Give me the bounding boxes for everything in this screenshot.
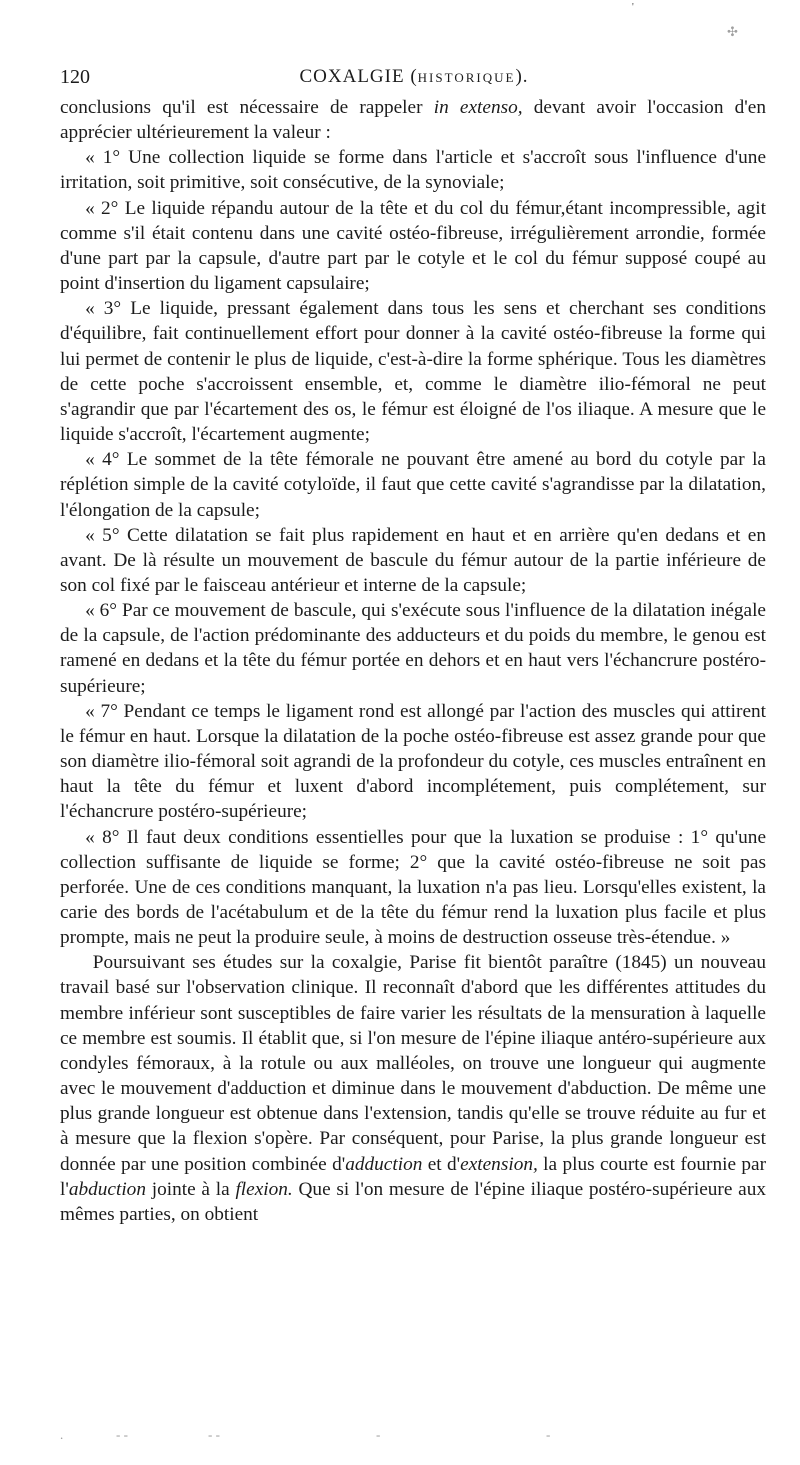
paragraph-point-3: « 3° Le liquide, pressant également dans tous les sens et cherchant ses conditions d'équilibre, fait continuellement effort pour donner à la cavité ostéo-fibreuse la forme qui lui permet de contenir le plus de liquide, c'est-à-dire la forme sphérique. Tous les diamètres de cette poche s'accroissent ensemble, et, comme le diamètre ilio-fémoral ne peut s'agrandir que par l'écartement des os, le fémur est éloigné de l'os iliaque. A mesure que le liquide s'accroît, l'écartement augmente; [60, 298, 766, 446]
page-number: 120 [60, 66, 90, 88]
print-speck: ' [632, 2, 634, 13]
italic-term-adduction: adduction [345, 1153, 423, 1175]
italic-term-extension: extension, [460, 1153, 538, 1175]
paragraph-point-7: « 7° Pendant ce temps le ligament rond est allongé par l'action des muscles qui attirent le fémur en haut. Lorsque la dilatation de la poche ostéo-fibreuse est assez grande pour que son diamètre ilio-fémoral soit agrandi de la profondeur du cotyle, ces muscles entraînent en haut la tête du fémur et luxent d'abord incomplétement, puis complétement, sur l'échancrure postéro-supérieure; [60, 700, 766, 823]
print-speck: - - [208, 1427, 220, 1442]
running-header [60, 62, 768, 92]
italic-phrase: in extenso, [433, 97, 523, 118]
italic-term-abduction: abduction [68, 1178, 146, 1200]
paragraph-point-6: « 6° Par ce mouvement de bascule, qui s'exécute sous l'influence de la dilatation inégale de la capsule, de l'action prédominante des adducteurs et du poids du membre, le genou est ramené en dedans et la tête du fémur portée en dehors et en haut vers l'échancrure postéro-supérieure; [60, 600, 766, 697]
paragraph-point-5: « 5° Cette dilatation se fait plus rapidement en haut et en arrière qu'en dedans et en avant. De là résulte un mouvement de bascule du fémur autour de la partie inférieure de son col fixé par le faisceau antérieur et interne de la capsule; [60, 524, 766, 596]
text-run: Poursuivant ses études sur la coxalgie, Parise fit bientôt paraître (1845) un nouveau travail basé sur l'observation clinique. Il reconnaît d'abord que les différentes attitudes du membre inférieur sont susceptibles de faire varier les résultats de la mensuration à laquelle ce membre est soumis. Il établit que, si l'on mesure de l'épine iliaque antéro-supérieure aux condyles fémoraux, à la rotule ou aux malléoles, on trouve une longueur qui augmente avec le mouvement d'adduction et diminue dans le mouvement d'abduction. De même une plus grande longueur est obtenue dans l'extension, tandis qu'elle se trouve réduite au fur et à mesure que la flexion s'opère. Par conséquent, pour Parise, la plus grande longueur est donnée par une position combinée d' [60, 952, 766, 1175]
italic-term-flexion: flexion. [235, 1178, 293, 1200]
text-run: Que si l'on mesure de l'épine iliaque postéro-supérieure aux mêmes parties, on obtient [60, 1178, 766, 1225]
running-title [60, 62, 768, 93]
print-speck: - [376, 1427, 381, 1442]
paragraph-parise [60, 950, 766, 1227]
paragraph-point-2: « 2° Le liquide répandu autour de la tête et du col du fémur,étant incompressible, agit comme s'il était contenu dans une cavité ostéo-fibreuse, irrégulièrement arrondie, formée d'une part par la capsule, d'autre part par le cotyle et le col du fémur supposé coupé au point d'insertion du ligament capsulaire; [60, 197, 766, 295]
text-run: devant avoir l'occasion d'en apprécier ultérieurement la valeur : [60, 97, 766, 144]
running-title-section: HISTORIQUE [417, 70, 516, 85]
corner-ornament-mark: ✣ [727, 24, 738, 39]
running-title-main: COXALGIE ( [299, 66, 418, 87]
paragraph-point-4: « 4° Le sommet de la tête fémorale ne pouvant être amené au bord du cotyle par la réplétion simple de la cavité cotyloïde, il faut que cette cavité s'agrandisse par la dilatation, l'élongation de la capsule; [60, 449, 766, 521]
body-text [60, 95, 766, 1227]
text-run: la plus courte est fournie par l' [60, 1153, 767, 1200]
text-run: conclusions qu'il est nécessaire de rappeler [60, 97, 434, 118]
paragraph-point-1: « 1° Une collection liquide se forme dans l'article et s'accroît sous l'influence d'une irritation, soit primitive, soit consécutive, de la synoviale; [60, 147, 766, 194]
print-speck: - [546, 1427, 551, 1442]
paragraph-point-8: « 8° Il faut deux conditions essentielles pour que la luxation se produise : 1° qu'une collection suffisante de liquide se forme; 2° que la cavité ostéo-fibreuse ne soit pas perforée. Une de ces conditions manquant, la luxation n'a pas lieu. Lorsqu'elles existent, la carie des bords de l'acétabulum et de la tête du fémur rend la luxation plus facile et plus prompte, mais ne peut la produire seule, à moins de destruction osseuse très-étendue. » [60, 826, 766, 949]
running-title-end: ). [515, 66, 529, 87]
print-speck: . [60, 1427, 64, 1442]
bottom-print-marks [60, 1427, 768, 1442]
print-speck: - - [116, 1427, 128, 1442]
text-run: et d' [422, 1153, 461, 1175]
paragraph-intro [60, 95, 766, 145]
text-run: jointe à la [145, 1178, 236, 1200]
